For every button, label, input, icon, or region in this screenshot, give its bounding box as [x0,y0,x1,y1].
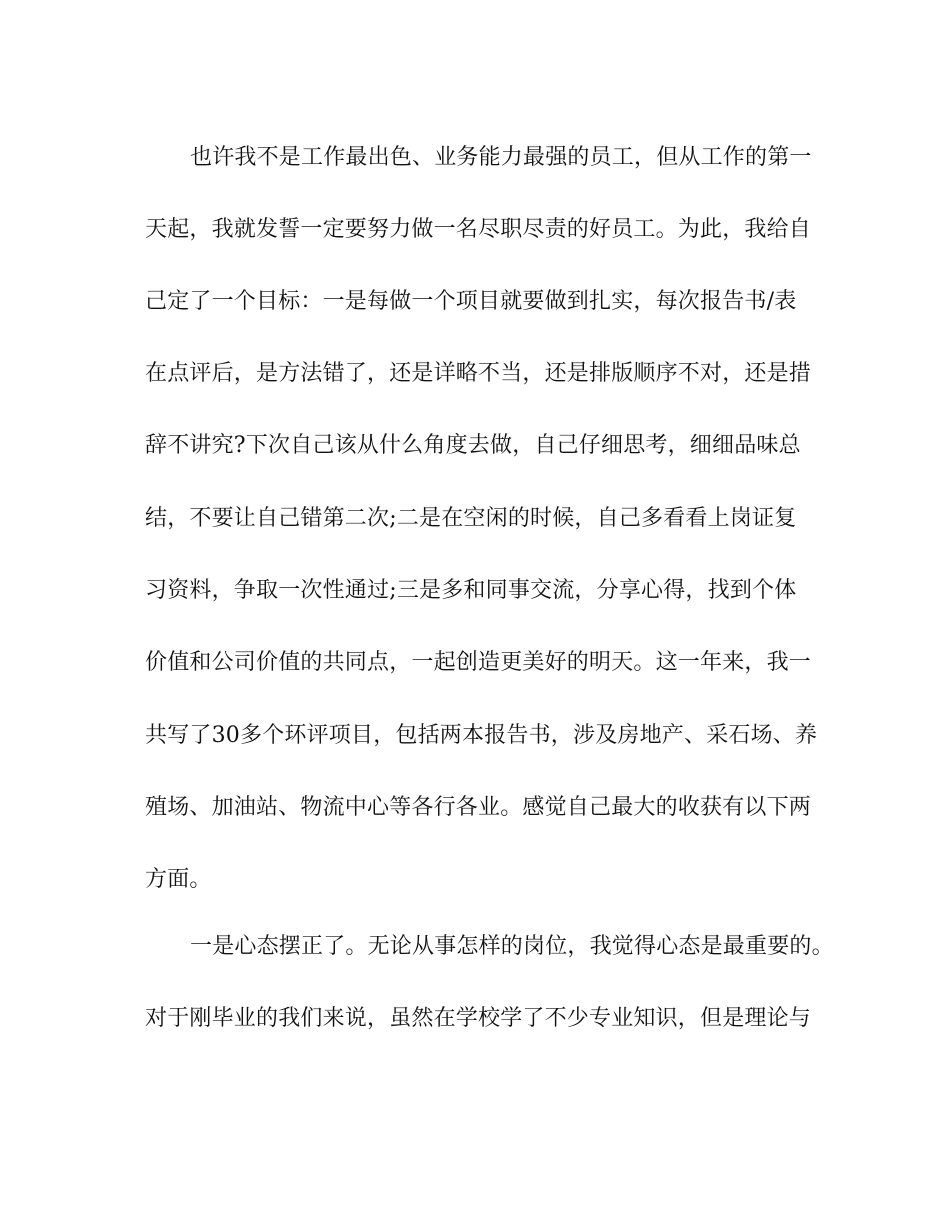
paragraph-1-line-10: 殖场、加油站、物流中心等各行各业。感觉自己最大的收获有以下两 [145,795,812,820]
paragraph-1-line-4: 在点评后，是方法错了，还是详略不当，还是排版顺序不对，还是措 [145,361,812,386]
paragraph-1-line-5: 辞不讲究?下次自己该从什么角度去做，自己仔细思考，细细品味总 [145,433,801,458]
paragraph-1-line-7: 习资料，争取一次性通过;三是多和同事交流，分享心得，找到个体 [145,578,797,603]
paragraph-1-line-6: 结，不要让自己错第二次;二是在空闲的时候，自己多看看上岗证复 [145,506,797,531]
paragraph-1-line-11: 方面。 [145,867,212,892]
paragraph-1-line-2: 天起，我就发誓一定要努力做一名尽职尽责的好员工。为此，我给自 [145,217,812,242]
paragraph-1-line-8: 价值和公司价值的共同点，一起创造更美好的明天。这一年来，我一 [145,650,812,675]
paragraph-1-line-3: 己定了一个目标：一是每做一个项目就要做到扎实，每次报告书/表 [145,289,797,314]
paragraph-1-line-1: 也许我不是工作最出色、业务能力最强的员工，但从工作的第一 [190,145,812,170]
paragraph-2-line-2: 对于刚毕业的我们来说，虽然在学校学了不少专业知识，但是理论与 [145,1006,812,1031]
paragraph-2-line-1: 一是心态摆正了。无论从事怎样的岗位，我觉得心态是最重要的。 [190,934,834,959]
paragraph-1-line-9: 共写了30多个环评项目，包括两本报告书，涉及房地产、采石场、养 [145,723,818,748]
